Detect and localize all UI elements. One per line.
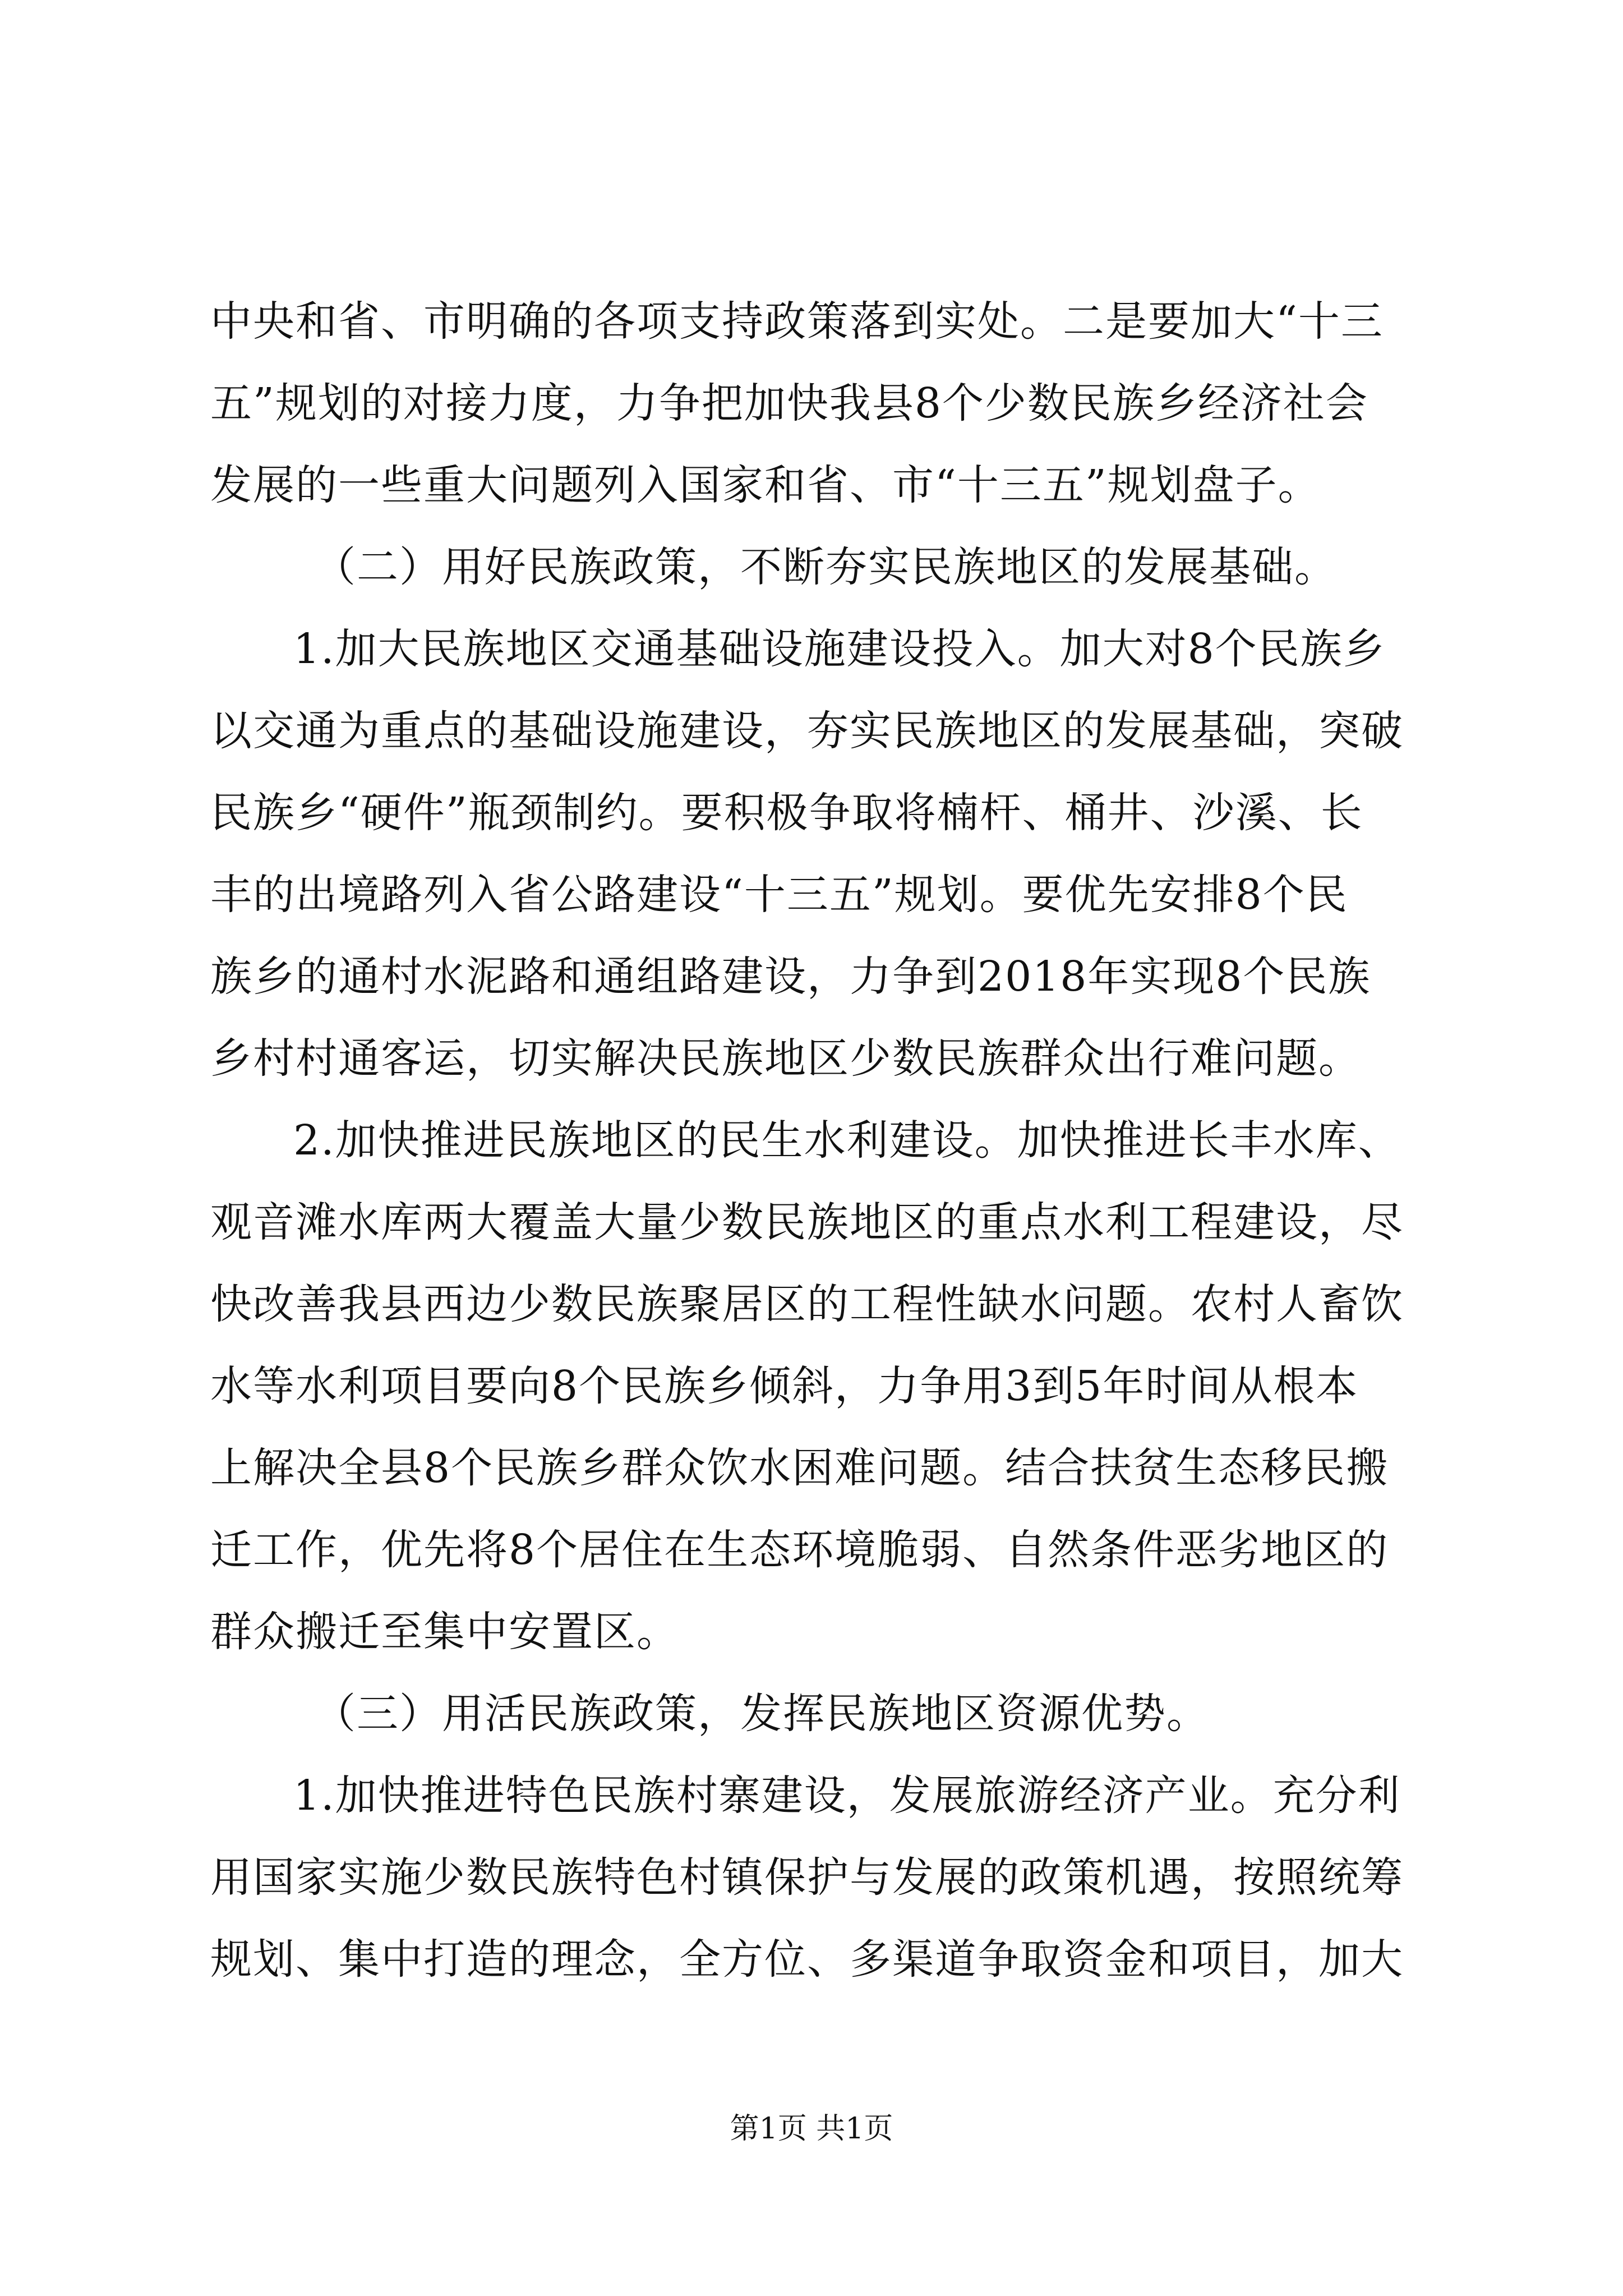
text-line: 中央和省、市明确的各项支持政策落到实处。二是要加大“十三 — [210, 297, 1384, 346]
text-line: 1.加快推进特色民族村寨建设，发展旅游经济产业。充分利 — [293, 1772, 1401, 1820]
text-line: 丰的出境路列入省公路建设“十三五”规划。要优先安排8个民 — [210, 871, 1348, 919]
text-line: 用国家实施少数民族特色村镇保护与发展的政策机遇，按照统筹 — [210, 1853, 1404, 1902]
text-line: 上解决全县8个民族乡群众饮水困难问题。结合扶贫生态移民搬 — [210, 1444, 1389, 1492]
text-line: 快改善我县西边少数民族聚居区的工程性缺水问题。农村人畜饮 — [210, 1280, 1404, 1328]
heading-line: （三）用活民族政策，发挥民族地区资源优势。 — [314, 1690, 1209, 1738]
text-line: 观音滩水库两大覆盖大量少数民族地区的重点水利工程建设，尽 — [210, 1198, 1404, 1246]
text-line: 族乡的通村水泥路和通组路建设，力争到2018年实现8个民族 — [210, 953, 1371, 1001]
page-number-label: 第1页 共1页 — [730, 2112, 893, 2146]
text-line: 水等水利项目要向8个民族乡倾斜，力争用3到5年时间从根本 — [210, 1362, 1359, 1410]
paragraph — [210, 1755, 1416, 2000]
text-line: 1.加大民族地区交通基础设施建设投入。加大对8个民族乡 — [293, 625, 1386, 673]
text-line: 迁工作，优先将8个居住在生态环境脆弱、自然条件恶劣地区的 — [210, 1526, 1389, 1574]
text-line: 乡村村通客运，切实解决民族地区少数民族群众出行难问题。 — [210, 1034, 1361, 1083]
document-body — [210, 280, 1416, 2000]
text-line: 规划、集中打造的理念，全方位、多渠道争取资金和项目，加大 — [210, 1935, 1404, 1984]
heading-line: （二）用好民族政策，不断夯实民族地区的发展基础。 — [314, 543, 1337, 591]
text-line: 五”规划的对接力度，力争把加快我县8个少数民族乡经济社会 — [210, 379, 1368, 427]
text-line: 发展的一些重大问题列入国家和省、市“十三五”规划盘子。 — [210, 461, 1321, 509]
paragraph — [210, 608, 1416, 1099]
paragraph-continuation — [210, 280, 1416, 526]
section-heading — [210, 1673, 1416, 1755]
section-heading — [210, 526, 1416, 608]
page-footer — [0, 2109, 1623, 2148]
text-line: 以交通为重点的基础设施建设，夯实民族地区的发展基础，突破 — [210, 707, 1404, 755]
paragraph — [210, 1099, 1416, 1673]
text-line: 2.加快推进民族地区的民生水利建设。加快推进长丰水库、 — [293, 1116, 1401, 1165]
text-line: 群众搬迁至集中安置区。 — [210, 1608, 679, 1656]
text-line: 民族乡“硬件”瓶颈制约。要积极争取将楠杆、桶井、沙溪、长 — [210, 789, 1363, 837]
